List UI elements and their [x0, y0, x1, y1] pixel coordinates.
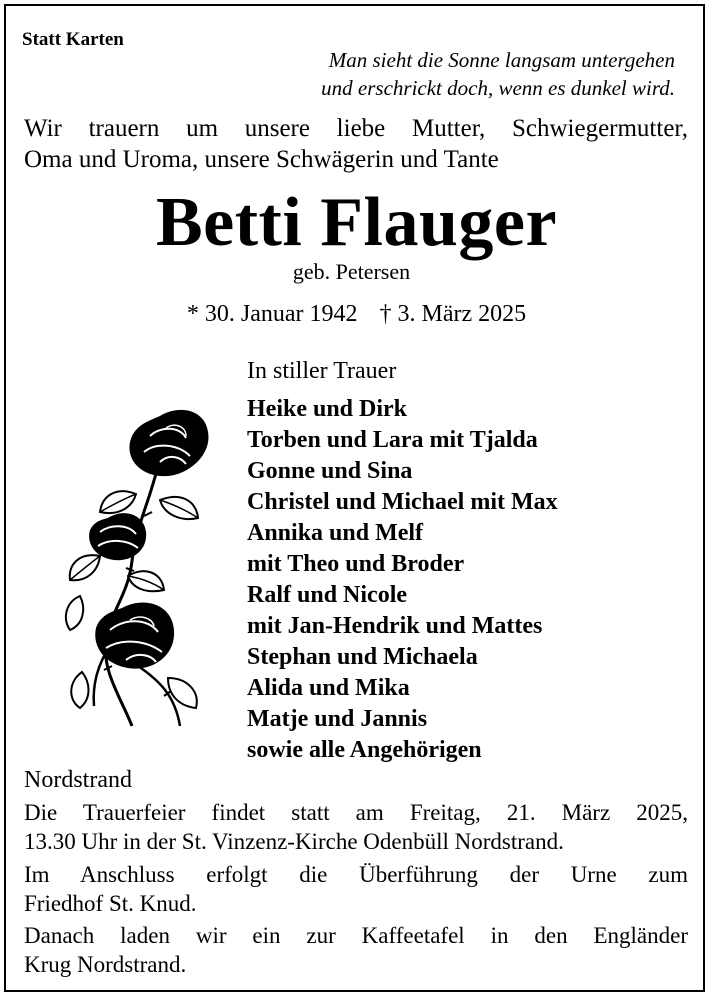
ceremony-line-1: Die Trauerfeier findet statt am Freitag, 21. März 2025,	[24, 800, 688, 825]
death-date: † 3. März 2025	[379, 301, 527, 327]
mourner-item: Ralf und Nicole	[247, 582, 408, 608]
transfer-line-2: Friedhof St. Knud.	[24, 891, 197, 916]
mourner-item: Alida und Mika	[247, 675, 410, 701]
reception-line-1: Danach laden wir ein zur Kaffeetafel in den Engländer	[24, 923, 688, 948]
reception-info	[24, 921, 688, 979]
place-name: Nordstrand	[24, 767, 132, 793]
deceased-name: Betti Flauger	[155, 184, 558, 261]
mourner-item: Gonne und Sina	[247, 458, 413, 484]
maiden-name: geb. Petersen	[292, 259, 411, 284]
mourners-list	[247, 394, 558, 766]
mourner-item: sowie alle Angehörigen	[247, 737, 482, 763]
intro-line-1: Wir trauern um unsere liebe Mutter, Schwiegermutter,	[24, 115, 688, 142]
mourner-item: Matje und Jannis	[247, 706, 428, 732]
reception-line-2: Krug Nordstrand.	[24, 952, 187, 977]
life-dates	[0, 298, 713, 330]
rose-branch-icon	[40, 396, 220, 736]
mourner-item: Annika und Melf	[247, 520, 424, 546]
transfer-line-1: Im Anschluss erfolgt die Überführung der Urne zum	[24, 862, 688, 887]
motto-quote	[321, 46, 675, 102]
intro-line-2: Oma und Uroma, unsere Schwägerin und Tante	[24, 146, 499, 173]
motto-line-2: und erschrickt doch, wenn es dunkel wird.	[321, 76, 675, 100]
motto-line-1: Man sieht die Sonne langsam untergehen	[328, 48, 675, 72]
ceremony-line-2: 13.30 Uhr in der St. Vinzenz-Kirche Odenbüll Nordstrand.	[24, 829, 564, 854]
mourner-item: mit Jan-Hendrik und Mattes	[247, 613, 543, 639]
intro-text	[24, 113, 688, 175]
birth-date: * 30. Januar 1942	[186, 301, 358, 327]
transfer-info	[24, 860, 688, 918]
mourner-item: Torben und Lara mit Tjalda	[247, 427, 538, 453]
ceremony-info	[24, 798, 688, 856]
mourner-item: mit Theo und Broder	[247, 551, 465, 577]
mourner-item: Christel und Michael mit Max	[247, 489, 558, 515]
mourner-item: Heike und Dirk	[247, 396, 408, 422]
mourner-item: Stephan und Michaela	[247, 644, 478, 670]
statt-karten-label: Statt Karten	[22, 29, 124, 50]
mourning-title: In stiller Trauer	[247, 358, 397, 384]
